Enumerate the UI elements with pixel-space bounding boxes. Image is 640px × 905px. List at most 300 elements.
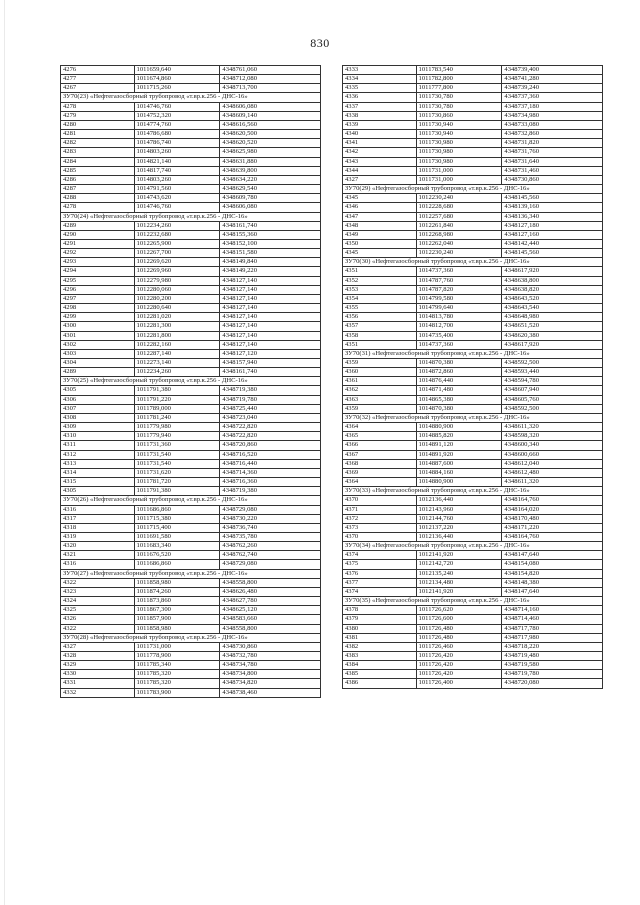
- point-number-cell: 4300: [61, 322, 135, 331]
- y-coordinate-cell: 4348717,980: [502, 633, 603, 642]
- table-row: [343, 450, 603, 459]
- y-coordinate-cell: 4348733,080: [502, 120, 603, 129]
- table-row: [61, 560, 321, 569]
- x-coordinate-cell: 1014786,680: [134, 130, 220, 139]
- point-number-cell: 4378: [343, 606, 417, 615]
- x-coordinate-cell: 1014872,860: [416, 368, 502, 377]
- point-number-cell: 4370: [343, 496, 417, 505]
- x-coordinate-cell: 1011730,780: [416, 93, 502, 102]
- point-number-cell: 4356: [343, 313, 417, 322]
- y-coordinate-cell: 4348127,140: [220, 304, 321, 313]
- table-row: [61, 368, 321, 377]
- x-coordinate-cell: 1012268,980: [416, 230, 502, 239]
- x-coordinate-cell: 1011726,420: [416, 670, 502, 679]
- table-row: [61, 349, 321, 358]
- y-coordinate-cell: 4348627,780: [220, 597, 321, 606]
- table-row: [61, 688, 321, 697]
- x-coordinate-cell: 1012136,440: [416, 532, 502, 541]
- section-header-row: [343, 597, 603, 606]
- table-row: [343, 359, 603, 368]
- y-coordinate-cell: 4348731,460: [502, 166, 603, 175]
- x-coordinate-cell: 1014885,820: [416, 432, 502, 441]
- table-row: [343, 587, 603, 596]
- point-number-cell: 4278: [61, 102, 135, 111]
- table-row: [61, 661, 321, 670]
- y-coordinate-cell: 4348729,080: [220, 505, 321, 514]
- point-number-cell: 4337: [343, 102, 417, 111]
- point-number-cell: 4373: [343, 523, 417, 532]
- point-number-cell: 4282: [61, 139, 135, 148]
- x-coordinate-cell: 1011683,340: [134, 542, 220, 551]
- table-row: [343, 139, 603, 148]
- table-row: [343, 239, 603, 248]
- x-coordinate-cell: 1014787,760: [416, 276, 502, 285]
- y-coordinate-cell: 4348734,980: [502, 111, 603, 120]
- x-coordinate-cell: 1011730,860: [416, 111, 502, 120]
- y-coordinate-cell: 4348127,120: [220, 349, 321, 358]
- x-coordinate-cell: 1011874,260: [134, 587, 220, 596]
- y-coordinate-cell: 4348714,160: [502, 606, 603, 615]
- y-coordinate-cell: 4348734,780: [220, 661, 321, 670]
- point-number-cell: 4329: [61, 661, 135, 670]
- y-coordinate-cell: 4348643,540: [502, 304, 603, 313]
- table-row: [343, 661, 603, 670]
- table-row: [343, 102, 603, 111]
- x-coordinate-cell: 1011867,300: [134, 606, 220, 615]
- point-number-cell: 4309: [61, 423, 135, 432]
- y-coordinate-cell: 4348722,820: [220, 432, 321, 441]
- y-coordinate-cell: 4348127,140: [220, 294, 321, 303]
- x-coordinate-cell: 1011676,520: [134, 551, 220, 560]
- table-row: [61, 285, 321, 294]
- x-coordinate-cell: 1014737,360: [416, 340, 502, 349]
- point-number-cell: 4321: [61, 551, 135, 560]
- point-number-cell: 4341: [343, 139, 417, 148]
- y-coordinate-cell: 4348600,660: [502, 450, 603, 459]
- y-coordinate-cell: 4348594,780: [502, 377, 603, 386]
- section-header-row: [343, 349, 603, 358]
- x-coordinate-cell: 1011731,000: [134, 642, 220, 651]
- point-number-cell: 4320: [61, 542, 135, 551]
- y-coordinate-cell: 4348612,480: [502, 468, 603, 477]
- y-coordinate-cell: 4348127,140: [220, 276, 321, 285]
- point-number-cell: 4298: [61, 304, 135, 313]
- y-coordinate-cell: 4348629,540: [220, 185, 321, 194]
- point-number-cell: 4347: [343, 212, 417, 221]
- section-header-row: [61, 633, 321, 642]
- y-coordinate-cell: 4348558,800: [220, 624, 321, 633]
- y-coordinate-cell: 4348161,740: [220, 221, 321, 230]
- point-number-cell: 4360: [343, 368, 417, 377]
- x-coordinate-cell: 1012134,480: [416, 578, 502, 587]
- point-number-cell: 4348: [343, 221, 417, 230]
- y-coordinate-cell: 4348127,180: [502, 221, 603, 230]
- section-header-row: [61, 93, 321, 102]
- x-coordinate-cell: 1012280,060: [134, 285, 220, 294]
- table-row: [343, 459, 603, 468]
- x-coordinate-cell: 1012281,020: [134, 313, 220, 322]
- section-header: ЗУ70(23) «Нефтегазосборный трубопровод «т.вр.к.256 - ДНС-16»: [61, 93, 321, 102]
- point-number-cell: 4364: [343, 478, 417, 487]
- x-coordinate-cell: 1011726,460: [416, 642, 502, 651]
- point-number-cell: 4353: [343, 285, 417, 294]
- point-number-cell: 4283: [61, 148, 135, 157]
- y-coordinate-cell: 4348151,580: [220, 249, 321, 258]
- y-coordinate-cell: 4348606,080: [220, 102, 321, 111]
- point-number-cell: 4336: [343, 93, 417, 102]
- y-coordinate-cell: 4348730,860: [220, 642, 321, 651]
- y-coordinate-cell: 4348718,220: [502, 642, 603, 651]
- point-number-cell: 4326: [61, 615, 135, 624]
- y-coordinate-cell: 4348720,860: [220, 441, 321, 450]
- table-row: [343, 569, 603, 578]
- x-coordinate-cell: 1014737,360: [416, 267, 502, 276]
- y-coordinate-cell: 4348739,400: [502, 66, 603, 75]
- point-number-cell: 4359: [343, 404, 417, 413]
- y-coordinate-cell: 4348651,520: [502, 322, 603, 331]
- y-coordinate-cell: 4348761,060: [220, 66, 321, 75]
- y-coordinate-cell: 4348164,760: [502, 496, 603, 505]
- table-row: [343, 395, 603, 404]
- table-row: [61, 322, 321, 331]
- point-number-cell: 4322: [61, 578, 135, 587]
- point-number-cell: 4346: [343, 203, 417, 212]
- table-row: [61, 542, 321, 551]
- point-number-cell: 4363: [343, 395, 417, 404]
- table-row: [343, 679, 603, 688]
- x-coordinate-cell: 1011731,000: [416, 166, 502, 175]
- table-row: [343, 175, 603, 184]
- y-coordinate-cell: 4348147,640: [502, 587, 603, 596]
- x-coordinate-cell: 1011791,380: [134, 386, 220, 395]
- point-number-cell: 4374: [343, 587, 417, 596]
- table-row: [61, 413, 321, 422]
- section-header-row: [61, 212, 321, 221]
- table-row: [61, 386, 321, 395]
- table-row: [61, 359, 321, 368]
- point-number-cell: 4284: [61, 157, 135, 166]
- y-coordinate-cell: 4348714,460: [502, 615, 603, 624]
- x-coordinate-cell: 1011858,980: [134, 578, 220, 587]
- y-coordinate-cell: 4348714,360: [220, 468, 321, 477]
- point-number-cell: 4328: [61, 652, 135, 661]
- y-coordinate-cell: 4348631,880: [220, 157, 321, 166]
- table-row: [61, 111, 321, 120]
- x-coordinate-cell: 1014880,900: [416, 478, 502, 487]
- table-row: [61, 130, 321, 139]
- section-header: ЗУ70(32) «Нефтегазосборный трубопровод «т.вр.к.256 - ДНС-16»: [343, 413, 603, 422]
- y-coordinate-cell: 4348139,160: [502, 203, 603, 212]
- point-number-cell: 4279: [61, 111, 135, 120]
- point-number-cell: 4291: [61, 239, 135, 248]
- y-coordinate-cell: 4348606,080: [220, 203, 321, 212]
- table-row: [61, 194, 321, 203]
- y-coordinate-cell: 4348593,440: [502, 368, 603, 377]
- table-row: [343, 230, 603, 239]
- y-coordinate-cell: 4348171,220: [502, 523, 603, 532]
- table-row: [61, 75, 321, 84]
- y-coordinate-cell: 4348739,240: [502, 84, 603, 93]
- y-coordinate-cell: 4348127,140: [220, 285, 321, 294]
- x-coordinate-cell: 1012143,960: [416, 505, 502, 514]
- x-coordinate-cell: 1014803,260: [134, 148, 220, 157]
- table-row: [343, 194, 603, 203]
- y-coordinate-cell: 4348723,040: [220, 413, 321, 422]
- x-coordinate-cell: 1014799,580: [416, 294, 502, 303]
- table-row: [61, 432, 321, 441]
- table-row: [343, 331, 603, 340]
- table-row: [343, 313, 603, 322]
- point-number-cell: 4371: [343, 505, 417, 514]
- y-coordinate-cell: 4348730,860: [502, 175, 603, 184]
- point-number-cell: 4302: [61, 340, 135, 349]
- y-coordinate-cell: 4348729,080: [220, 560, 321, 569]
- table-row: [61, 578, 321, 587]
- point-number-cell: 4316: [61, 560, 135, 569]
- point-number-cell: 4293: [61, 258, 135, 267]
- x-coordinate-cell: 1012281,300: [134, 322, 220, 331]
- point-number-cell: 4361: [343, 377, 417, 386]
- y-coordinate-cell: 4348617,920: [502, 340, 603, 349]
- y-coordinate-cell: 4348625,120: [220, 606, 321, 615]
- table-row: [343, 294, 603, 303]
- point-number-cell: 4307: [61, 404, 135, 413]
- x-coordinate-cell: 1014735,400: [416, 331, 502, 340]
- point-number-cell: 4327: [343, 175, 417, 184]
- y-coordinate-cell: 4348719,780: [502, 670, 603, 679]
- y-coordinate-cell: 4348164,020: [502, 505, 603, 514]
- y-coordinate-cell: 4348731,640: [502, 157, 603, 166]
- table-row: [343, 75, 603, 84]
- x-coordinate-cell: 1011785,320: [134, 670, 220, 679]
- x-coordinate-cell: 1012267,700: [134, 249, 220, 258]
- table-row: [343, 423, 603, 432]
- table-row: [343, 221, 603, 230]
- x-coordinate-cell: 1011779,940: [134, 432, 220, 441]
- x-coordinate-cell: 1014865,380: [416, 395, 502, 404]
- point-number-cell: 4345: [343, 249, 417, 258]
- point-number-cell: 4305: [61, 487, 135, 496]
- y-coordinate-cell: 4348732,780: [220, 652, 321, 661]
- point-number-cell: 4318: [61, 523, 135, 532]
- point-number-cell: 4354: [343, 294, 417, 303]
- table-row: [343, 203, 603, 212]
- x-coordinate-cell: 1011731,620: [134, 468, 220, 477]
- x-coordinate-cell: 1014743,620: [134, 194, 220, 203]
- x-coordinate-cell: 1014821,140: [134, 157, 220, 166]
- table-row: [343, 578, 603, 587]
- table-row: [61, 514, 321, 523]
- table-row: [61, 148, 321, 157]
- table-body-right: [343, 66, 603, 689]
- x-coordinate-cell: 1012144,760: [416, 514, 502, 523]
- table-row: [343, 633, 603, 642]
- y-coordinate-cell: 4348737,360: [502, 93, 603, 102]
- y-coordinate-cell: 4348127,140: [220, 331, 321, 340]
- x-coordinate-cell: 1011726,480: [416, 624, 502, 633]
- y-coordinate-cell: 4348154,080: [502, 560, 603, 569]
- table-row: [61, 532, 321, 541]
- point-number-cell: 4305: [61, 386, 135, 395]
- point-number-cell: 4304: [61, 359, 135, 368]
- x-coordinate-cell: 1011726,420: [416, 661, 502, 670]
- point-number-cell: 4382: [343, 642, 417, 651]
- x-coordinate-cell: 1011785,320: [134, 679, 220, 688]
- x-coordinate-cell: 1014891,920: [416, 450, 502, 459]
- table-body-left: [61, 66, 321, 698]
- table-row: [343, 496, 603, 505]
- point-number-cell: 4297: [61, 294, 135, 303]
- point-number-cell: 4281: [61, 130, 135, 139]
- y-coordinate-cell: 4348731,820: [502, 139, 603, 148]
- section-header: ЗУ70(34) «Нефтегазосборный трубопровод «т.вр.к.256 - ДНС-16»: [343, 542, 603, 551]
- y-coordinate-cell: 4348762,260: [220, 542, 321, 551]
- y-coordinate-cell: 4348611,320: [502, 423, 603, 432]
- section-header-row: [61, 496, 321, 505]
- table-row: [343, 166, 603, 175]
- table-row: [343, 432, 603, 441]
- x-coordinate-cell: 1011726,480: [416, 633, 502, 642]
- table-row: [61, 249, 321, 258]
- table-row: [61, 551, 321, 560]
- point-number-cell: 4376: [343, 569, 417, 578]
- point-number-cell: 4351: [343, 340, 417, 349]
- page-number: 830: [310, 36, 330, 50]
- x-coordinate-cell: 1012262,040: [416, 239, 502, 248]
- y-coordinate-cell: 4348626,480: [220, 587, 321, 596]
- point-number-cell: 4311: [61, 441, 135, 450]
- point-number-cell: 4344: [343, 166, 417, 175]
- table-row: [61, 597, 321, 606]
- point-number-cell: 4286: [61, 175, 135, 184]
- table-row: [343, 615, 603, 624]
- x-coordinate-cell: 1012141,920: [416, 551, 502, 560]
- y-coordinate-cell: 4348136,340: [502, 212, 603, 221]
- table-row: [61, 624, 321, 633]
- table-row: [61, 66, 321, 75]
- x-coordinate-cell: 1011730,980: [416, 139, 502, 148]
- table-row: [61, 276, 321, 285]
- section-header: ЗУ70(35) «Нефтегазосборный трубопровод «т.вр.к.256 - ДНС-16»: [343, 597, 603, 606]
- point-number-cell: 4317: [61, 514, 135, 523]
- table-row: [343, 523, 603, 532]
- point-number-cell: 4303: [61, 349, 135, 358]
- y-coordinate-cell: 4348154,820: [502, 569, 603, 578]
- y-coordinate-cell: 4348592,500: [502, 404, 603, 413]
- point-number-cell: 4267: [61, 84, 135, 93]
- x-coordinate-cell: 1011730,780: [416, 102, 502, 111]
- point-number-cell: 4289: [61, 221, 135, 230]
- y-coordinate-cell: 4348583,660: [220, 615, 321, 624]
- table-row: [343, 478, 603, 487]
- y-coordinate-cell: 4348145,560: [502, 194, 603, 203]
- y-coordinate-cell: 4348725,440: [220, 404, 321, 413]
- section-header: ЗУ70(31) «Нефтегазосборный трубопровод «т.вр.к.256 - ДНС-16»: [343, 349, 603, 358]
- y-coordinate-cell: 4348735,780: [220, 532, 321, 541]
- table-row: [61, 267, 321, 276]
- y-coordinate-cell: 4348149,840: [220, 258, 321, 267]
- point-number-cell: 4306: [61, 395, 135, 404]
- y-coordinate-cell: 4348738,460: [220, 688, 321, 697]
- point-number-cell: 4368: [343, 459, 417, 468]
- y-coordinate-cell: 4348734,820: [220, 679, 321, 688]
- x-coordinate-cell: 1011730,940: [416, 130, 502, 139]
- point-number-cell: 4339: [343, 120, 417, 129]
- point-number-cell: 4330: [61, 670, 135, 679]
- point-number-cell: 4288: [61, 194, 135, 203]
- table-row: [343, 560, 603, 569]
- x-coordinate-cell: 1012269,960: [134, 267, 220, 276]
- y-coordinate-cell: 4348616,560: [220, 120, 321, 129]
- x-coordinate-cell: 1012234,260: [134, 368, 220, 377]
- y-coordinate-cell: 4348720,080: [502, 679, 603, 688]
- coordinates-table-left: [60, 65, 321, 698]
- table-row: [61, 84, 321, 93]
- x-coordinate-cell: 1014774,760: [134, 120, 220, 129]
- y-coordinate-cell: 4348643,520: [502, 294, 603, 303]
- point-number-cell: 4370: [343, 532, 417, 541]
- x-coordinate-cell: 1014871,480: [416, 386, 502, 395]
- x-coordinate-cell: 1012265,900: [134, 239, 220, 248]
- y-coordinate-cell: 4348164,760: [502, 532, 603, 541]
- y-coordinate-cell: 4348155,360: [220, 230, 321, 239]
- y-coordinate-cell: 4348148,380: [502, 578, 603, 587]
- table-row: [343, 322, 603, 331]
- table-row: [61, 642, 321, 651]
- point-number-cell: 4323: [61, 587, 135, 596]
- point-number-cell: 4308: [61, 413, 135, 422]
- coordinates-table-right: [342, 65, 603, 689]
- section-header-row: [61, 377, 321, 386]
- y-coordinate-cell: 4348147,640: [502, 551, 603, 560]
- x-coordinate-cell: 1011715,400: [134, 523, 220, 532]
- table-row: [343, 276, 603, 285]
- table-row: [343, 340, 603, 349]
- y-coordinate-cell: 4348722,820: [220, 423, 321, 432]
- table-row: [61, 166, 321, 175]
- x-coordinate-cell: 1011791,220: [134, 395, 220, 404]
- table-row: [61, 258, 321, 267]
- table-row: [343, 441, 603, 450]
- y-coordinate-cell: 4348762,740: [220, 551, 321, 560]
- y-coordinate-cell: 4348719,480: [502, 652, 603, 661]
- table-row: [343, 551, 603, 560]
- x-coordinate-cell: 1011659,640: [134, 66, 220, 75]
- table-row: [61, 478, 321, 487]
- y-coordinate-cell: 4348170,480: [502, 514, 603, 523]
- point-number-cell: 4315: [61, 478, 135, 487]
- table-row: [343, 505, 603, 514]
- y-coordinate-cell: 4348638,820: [502, 285, 603, 294]
- y-coordinate-cell: 4348731,760: [502, 148, 603, 157]
- x-coordinate-cell: 1014887,600: [416, 459, 502, 468]
- point-number-cell: 4319: [61, 532, 135, 541]
- table-row: [61, 468, 321, 477]
- x-coordinate-cell: 1012141,920: [416, 587, 502, 596]
- point-number-cell: 4345: [343, 194, 417, 203]
- x-coordinate-cell: 1011731,360: [134, 441, 220, 450]
- table-row: [343, 148, 603, 157]
- point-number-cell: 4343: [343, 157, 417, 166]
- y-coordinate-cell: 4348592,500: [502, 359, 603, 368]
- section-header: ЗУ70(26) «Нефтегазосборный трубопровод «т.вр.к.256 - ДНС-16»: [61, 496, 321, 505]
- point-number-cell: 4366: [343, 441, 417, 450]
- point-number-cell: 4380: [343, 624, 417, 633]
- table-row: [343, 514, 603, 523]
- y-coordinate-cell: 4348719,780: [220, 395, 321, 404]
- section-header: ЗУ70(33) «Нефтегазосборный трубопровод «т.вр.к.256 - ДНС-16»: [343, 487, 603, 496]
- table-row: [61, 340, 321, 349]
